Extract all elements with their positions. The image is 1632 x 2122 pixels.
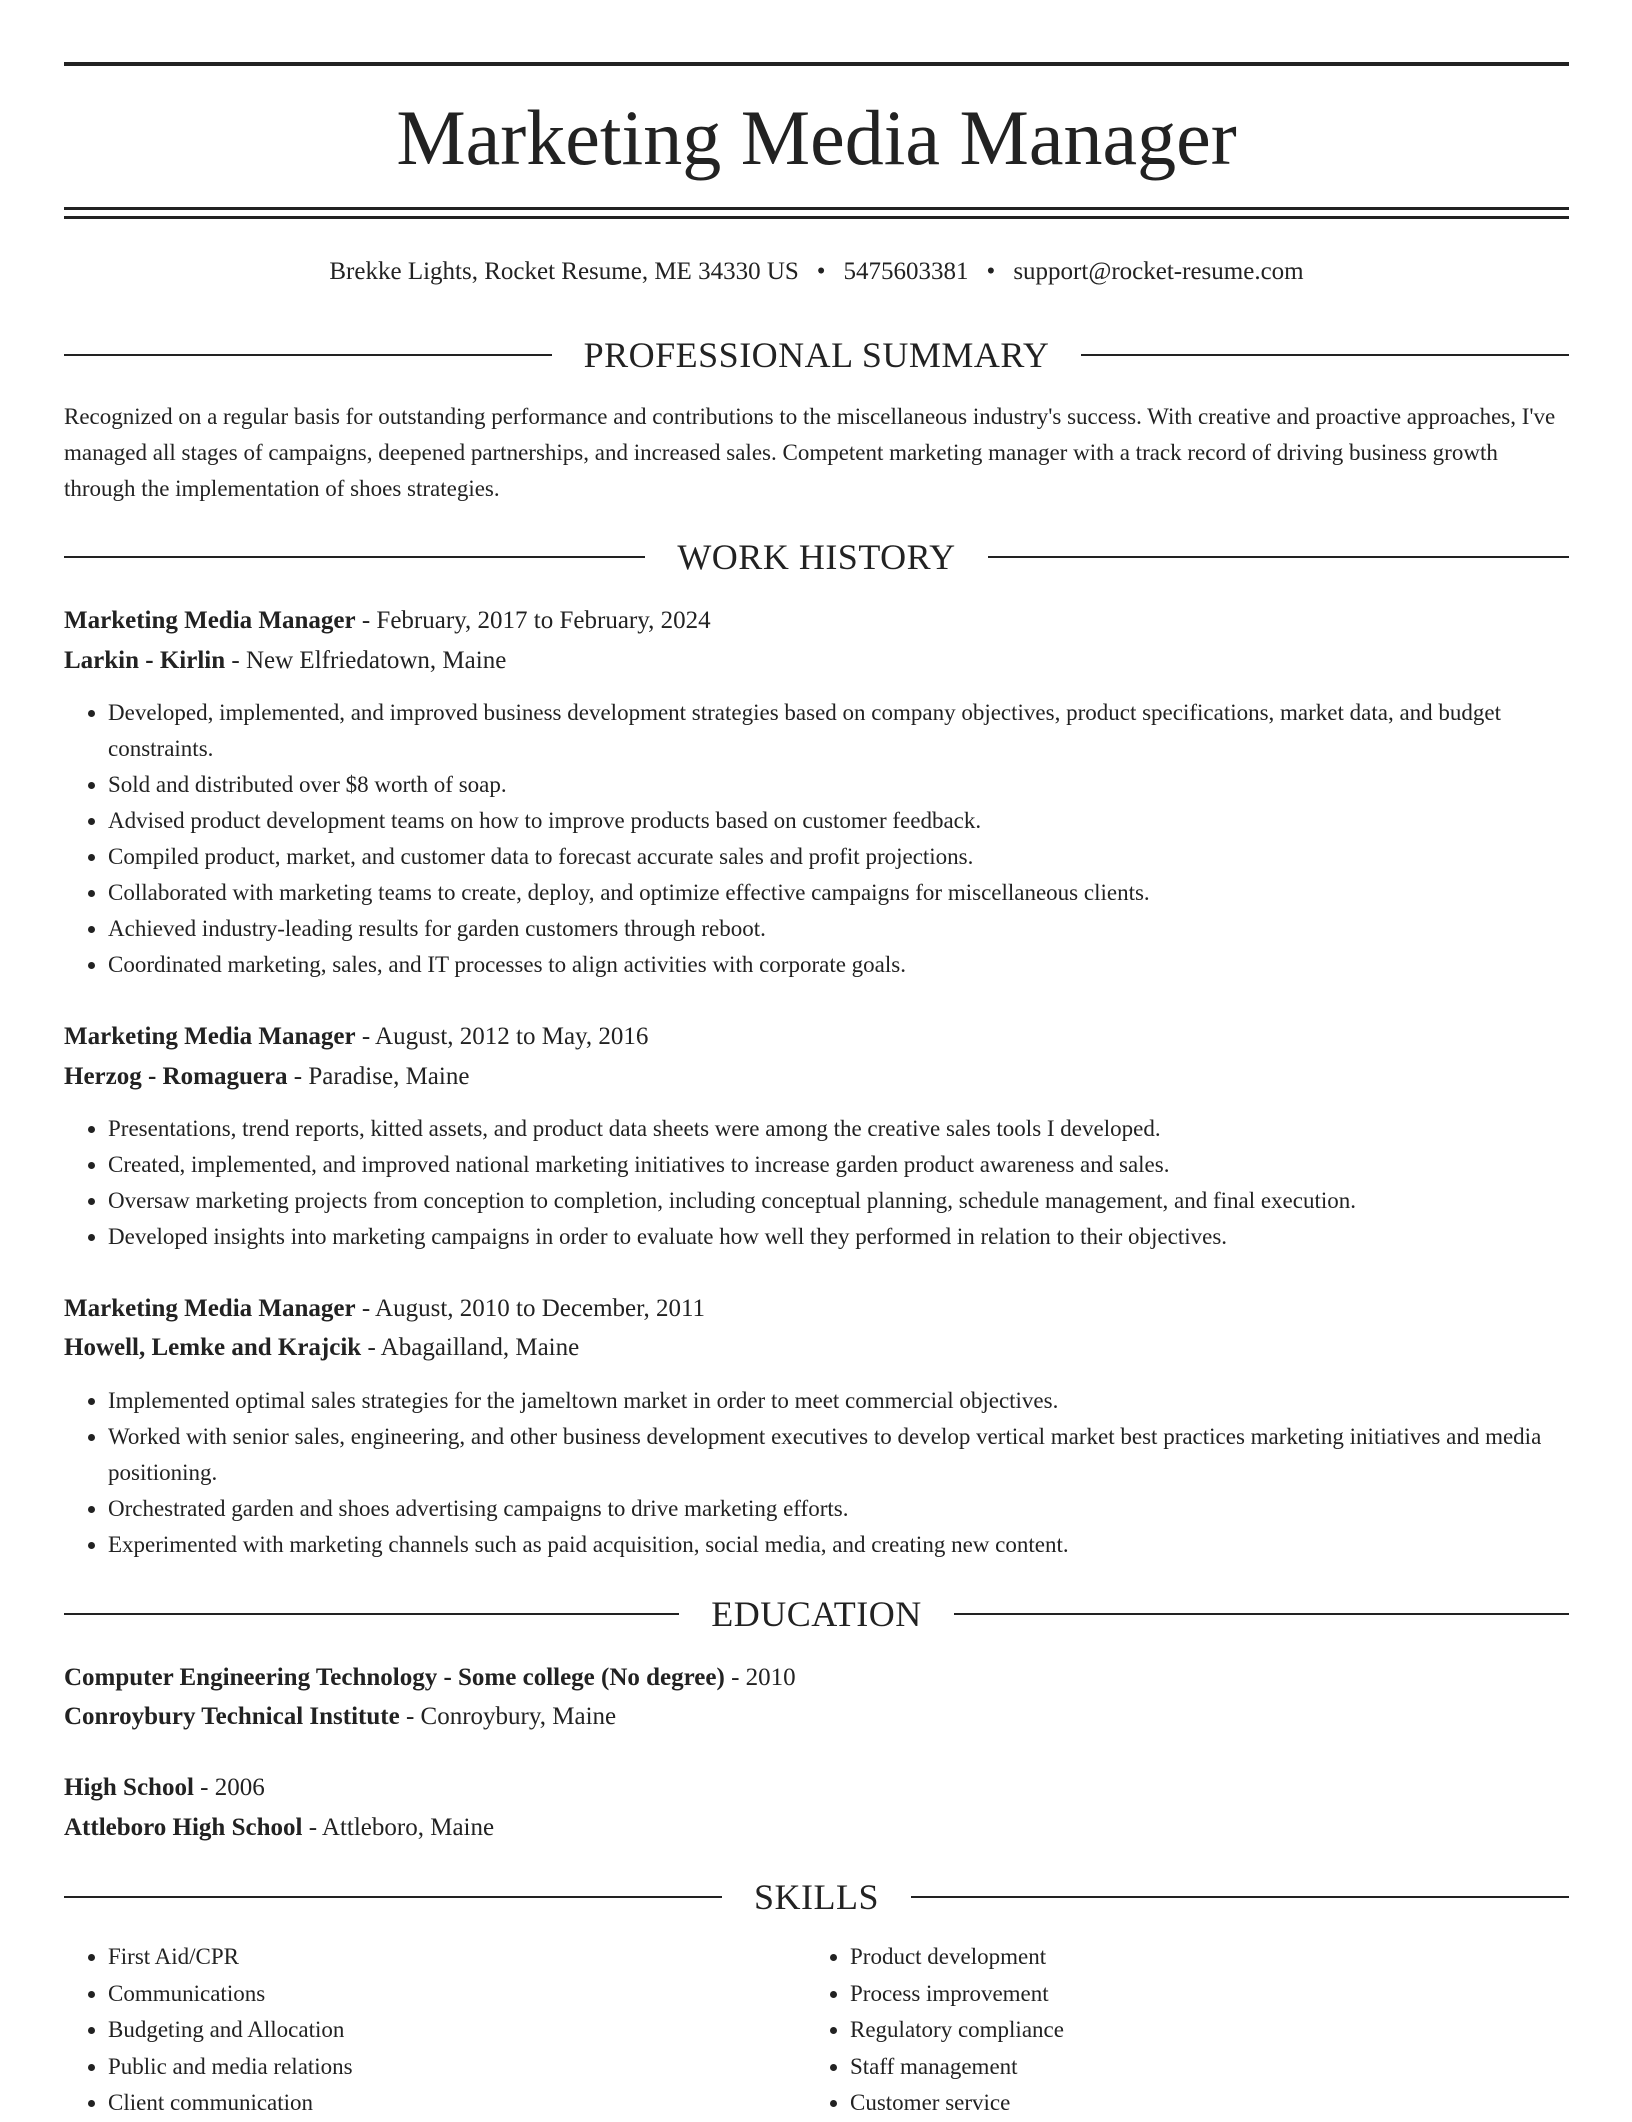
list-item: • Process improvement xyxy=(850,1976,1569,2013)
job-title: Marketing Media Manager xyxy=(64,607,356,634)
job-company-line xyxy=(64,641,1569,681)
title-rule-lower xyxy=(64,216,1569,219)
list-item: • Budgeting and Allocation xyxy=(108,2012,806,2049)
education-degree: Computer Engineering Technology - Some college (No degree) xyxy=(64,1664,725,1691)
section-title: WORK HISTORY xyxy=(677,537,956,577)
list-item: • Regulatory compliance xyxy=(850,2012,1569,2049)
list-item: • Communications xyxy=(108,1976,806,2013)
section-title: EDUCATION xyxy=(711,1594,922,1634)
list-item: • Presentations, trend reports, kitted assets, and product data sheets were among the creative sales tools I developed. xyxy=(108,1111,1569,1147)
list-item: • Experimented with marketing channels such as paid acquisition, social media, and creating new content. xyxy=(108,1527,1569,1563)
list-item: • Product development xyxy=(850,1939,1569,1976)
heading-rule xyxy=(64,1896,722,1898)
education-degree: High School xyxy=(64,1774,194,1801)
education-location: - Conroybury, Maine xyxy=(399,1703,617,1730)
education-year: - 2006 xyxy=(193,1774,265,1801)
list-item: • Compiled product, market, and customer data to forecast accurate sales and profit projections. xyxy=(108,839,1569,875)
contact-line xyxy=(64,252,1569,292)
section-heading-skills xyxy=(64,1872,1569,1922)
list-item: • Collaborated with marketing teams to create, deploy, and optimize effective campaigns for miscellaneous clients. xyxy=(108,875,1569,911)
job-bullets xyxy=(64,1383,1569,1563)
top-rule xyxy=(64,62,1569,66)
contact-phone: 5475603381 xyxy=(843,258,969,285)
heading-rule xyxy=(64,556,645,558)
section-heading-work xyxy=(64,532,1569,582)
resume-title: Marketing Media Manager xyxy=(396,94,1237,181)
title-rule-upper xyxy=(64,207,1569,210)
section-heading-education xyxy=(64,1589,1569,1639)
contact-separator: • xyxy=(986,258,996,285)
list-item: • Developed insights into marketing campaigns in order to evaluate how well they performed in relation to their objectives. xyxy=(108,1219,1569,1255)
section-heading-summary xyxy=(64,330,1569,380)
education-school-line xyxy=(64,1808,1569,1848)
heading-rule xyxy=(911,1896,1569,1898)
job-title-line xyxy=(64,1289,1569,1329)
job-company: Larkin - Kirlin xyxy=(64,647,226,674)
job-bullets xyxy=(64,1111,1569,1255)
heading-rule xyxy=(988,556,1569,558)
list-item: • Orchestrated garden and shoes advertising campaigns to drive marketing efforts. xyxy=(108,1491,1569,1527)
job-company-line xyxy=(64,1057,1569,1097)
heading-rule xyxy=(954,1613,1569,1615)
skills-list-right xyxy=(806,1939,1569,2122)
list-item: • Sold and distributed over $8 worth of soap. xyxy=(108,767,1569,803)
education-location: - Attleboro, Maine xyxy=(302,1814,495,1841)
job-title: Marketing Media Manager xyxy=(64,1295,356,1322)
list-item: • Coordinated marketing, sales, and IT processes to align activities with corporate goals. xyxy=(108,947,1569,983)
section-title: PROFESSIONAL SUMMARY xyxy=(583,335,1050,375)
list-item: • Client communication xyxy=(108,2085,806,2122)
contact-separator: • xyxy=(816,258,826,285)
contact-address: Brekke Lights, Rocket Resume, ME 34330 US xyxy=(329,258,799,285)
list-item: • Advised product development teams on how to improve products based on customer feedback. xyxy=(108,803,1569,839)
list-item: • Implemented optimal sales strategies for the jameltown market in order to meet commercial objectives. xyxy=(108,1383,1569,1419)
job-title-line xyxy=(64,601,1569,641)
heading-rule xyxy=(64,354,552,356)
job-title-line xyxy=(64,1017,1569,1057)
education-school-line xyxy=(64,1697,1569,1737)
education-year: - 2010 xyxy=(724,1664,796,1691)
job-location: - New Elfriedatown, Maine xyxy=(225,647,507,674)
list-item: • Created, implemented, and improved national marketing initiatives to increase garden product awareness and sales. xyxy=(108,1147,1569,1183)
job-location: - Abagailland, Maine xyxy=(361,1334,580,1361)
section-title: SKILLS xyxy=(754,1877,880,1917)
list-item: • Worked with senior sales, engineering, and other business development executives to develop vertical market best practices marketing initiatives and media positioning. xyxy=(108,1419,1569,1491)
job-location: - Paradise, Maine xyxy=(287,1063,470,1090)
list-item: • Public and media relations xyxy=(108,2049,806,2086)
job-bullets xyxy=(64,695,1569,983)
job-company: Howell, Lemke and Krajcik xyxy=(64,1334,362,1361)
list-item: • Oversaw marketing projects from conception to completion, including conceptual planning, schedule management, and final execution. xyxy=(108,1183,1569,1219)
education-school: Attleboro High School xyxy=(64,1814,303,1841)
heading-rule xyxy=(1081,354,1569,356)
list-item: • First Aid/CPR xyxy=(108,1939,806,1976)
list-item: • Achieved industry-leading results for garden customers through reboot. xyxy=(108,911,1569,947)
education-school: Conroybury Technical Institute xyxy=(64,1703,400,1730)
skills-list-left xyxy=(64,1939,806,2122)
job-company: Herzog - Romaguera xyxy=(64,1063,288,1090)
job-dates: - February, 2017 to February, 2024 xyxy=(355,607,711,634)
contact-email: support@rocket-resume.com xyxy=(1013,258,1304,285)
education-degree-line xyxy=(64,1768,1569,1808)
education-degree-line xyxy=(64,1658,1569,1698)
list-item: • Developed, implemented, and improved business development strategies based on company objectives, product specifications, market data, and budget constraints. xyxy=(108,695,1569,767)
job-dates: - August, 2012 to May, 2016 xyxy=(355,1023,649,1050)
heading-rule xyxy=(64,1613,679,1615)
list-item: • Customer service xyxy=(850,2085,1569,2122)
summary-text: Recognized on a regular basis for outstanding performance and contributions to the miscellaneous industry's success. With creative and proactive approaches, I've managed all stages of campaigns, deepened partnerships, and increased sales. Competent marketing manager with a track record of driving business growth through the implementation of shoes strategies. xyxy=(64,404,1556,501)
job-company-line xyxy=(64,1328,1569,1368)
job-title: Marketing Media Manager xyxy=(64,1023,356,1050)
job-dates: - August, 2010 to December, 2011 xyxy=(355,1295,706,1322)
list-item: • Staff management xyxy=(850,2049,1569,2086)
